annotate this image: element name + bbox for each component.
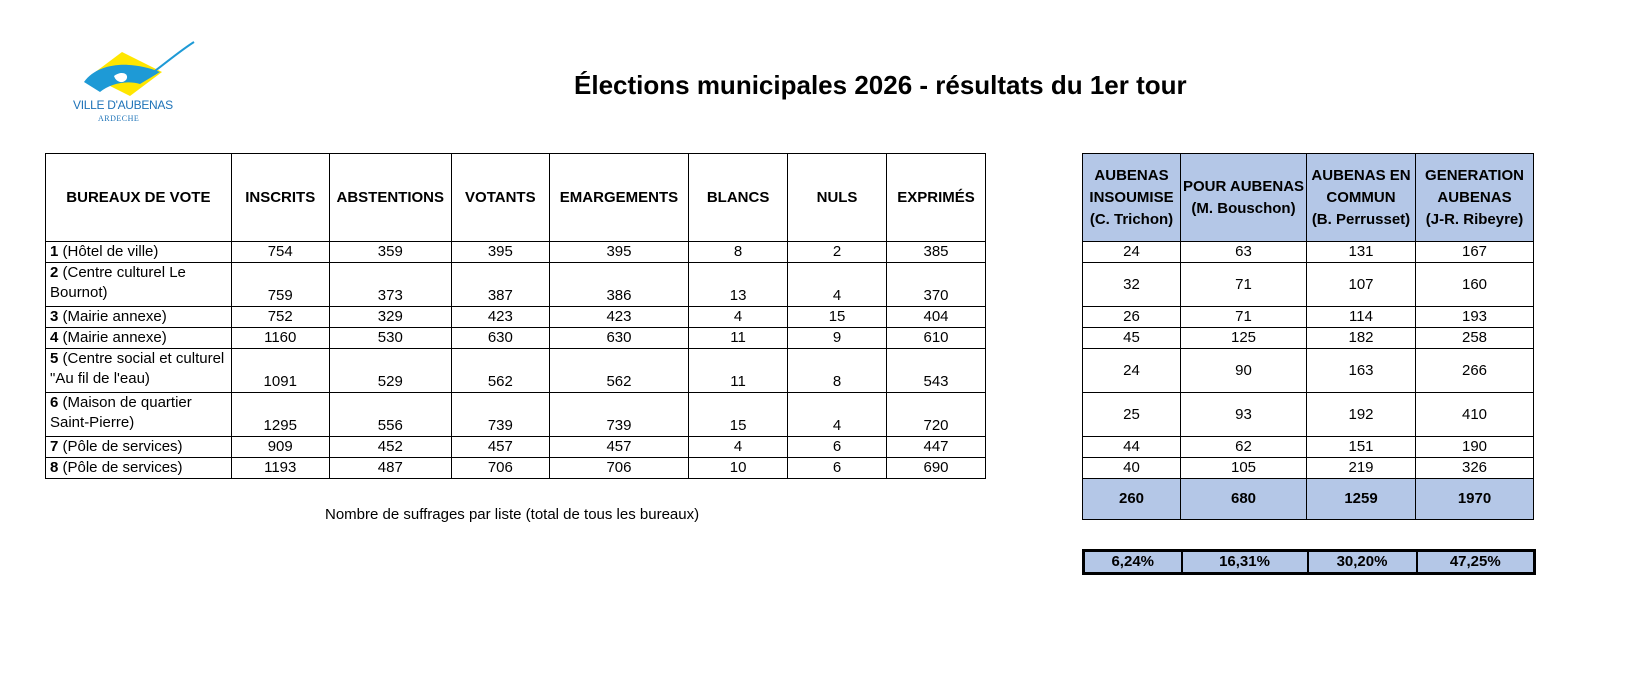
blancs-cell: 8 (689, 242, 788, 263)
percentages-table (1082, 549, 1536, 575)
total-cell: 260 (1083, 479, 1181, 520)
list-header-line: (J-R. Ribeyre) (1425, 210, 1524, 228)
bureau-cell (46, 307, 232, 328)
list-cell: 71 (1181, 307, 1307, 328)
list-row (1083, 263, 1534, 307)
exprimes-cell: 404 (887, 307, 986, 328)
list-cell: 190 (1416, 437, 1534, 458)
percentage-cell: 6,24% (1084, 551, 1182, 574)
totals-caption: Nombre de suffrages par liste (total de tous les bureaux) (325, 506, 700, 523)
votants-cell: 387 (451, 263, 549, 307)
column-header: NULS (788, 154, 887, 242)
table-row (46, 307, 986, 328)
column-header: EMARGEMENTS (549, 154, 688, 242)
blancs-cell: 10 (689, 458, 788, 479)
column-header: INSCRITS (231, 154, 329, 242)
list-cell: 62 (1181, 437, 1307, 458)
percentage-cell: 30,20% (1308, 551, 1417, 574)
inscrits-cell: 1193 (231, 458, 329, 479)
bureau-cell (46, 349, 232, 393)
list-row (1083, 393, 1534, 437)
table-header-row (46, 154, 986, 242)
list-header-line: (M. Bouschon) (1191, 199, 1296, 217)
emargements-cell: 739 (549, 393, 688, 437)
abstentions-cell: 329 (329, 307, 451, 328)
page-title: Élections municipales 2026 - résultats du 1er tour (574, 70, 1187, 100)
logo-department: ARDECHE (98, 114, 140, 123)
nuls-cell: 6 (788, 437, 887, 458)
exprimes-cell: 370 (887, 263, 986, 307)
column-header: VOTANTS (451, 154, 549, 242)
inscrits-cell: 752 (231, 307, 329, 328)
list-cell: 90 (1181, 349, 1307, 393)
list-header-line: INSOUMISE (1089, 188, 1174, 206)
ville-aubenas-logo (70, 38, 200, 128)
bureau-cell (46, 393, 232, 437)
list-cell: 151 (1307, 437, 1416, 458)
column-header: BLANCS (689, 154, 788, 242)
emargements-cell: 706 (549, 458, 688, 479)
list-header-line: COMMUN (1326, 188, 1396, 206)
exprimes-cell: 447 (887, 437, 986, 458)
list-cell: 44 (1083, 437, 1181, 458)
blancs-cell: 4 (689, 307, 788, 328)
list-cell: 71 (1181, 263, 1307, 307)
totals-row (1083, 479, 1534, 520)
emargements-cell: 423 (549, 307, 688, 328)
emargements-cell: 395 (549, 242, 688, 263)
list-cell: 410 (1416, 393, 1534, 437)
abstentions-cell: 452 (329, 437, 451, 458)
list-header-row (1083, 154, 1534, 242)
list-cell: 32 (1083, 263, 1181, 307)
list-cell: 163 (1307, 349, 1416, 393)
bureau-name: (Pôle de services) (58, 459, 183, 476)
list-header-generation-aubenas (1416, 154, 1534, 242)
list-cell: 125 (1181, 328, 1307, 349)
bureau-name: (Centre social et culturel "Au fil de l'eau) (50, 350, 225, 387)
list-header-aubenas-insoumise (1083, 154, 1181, 242)
inscrits-cell: 759 (231, 263, 329, 307)
blancs-cell: 4 (689, 437, 788, 458)
list-cell: 258 (1416, 328, 1534, 349)
emargements-cell: 386 (549, 263, 688, 307)
blancs-cell: 15 (689, 393, 788, 437)
bureau-number: 1 (50, 243, 59, 260)
list-results-table (1082, 153, 1534, 520)
list-cell: 182 (1307, 328, 1416, 349)
bureau-number: 7 (50, 438, 59, 455)
bureau-name: (Maison de quartier Saint-Pierre) (50, 394, 192, 431)
inscrits-cell: 1295 (231, 393, 329, 437)
exprimes-cell: 720 (887, 393, 986, 437)
list-cell: 63 (1181, 242, 1307, 263)
list-cell: 24 (1083, 242, 1181, 263)
total-cell: 1970 (1416, 479, 1534, 520)
percentage-cell: 16,31% (1182, 551, 1308, 574)
votants-cell: 562 (451, 349, 549, 393)
votants-cell: 630 (451, 328, 549, 349)
list-cell: 45 (1083, 328, 1181, 349)
list-row (1083, 328, 1534, 349)
list-row (1083, 307, 1534, 328)
table-row (46, 328, 986, 349)
list-cell: 167 (1416, 242, 1534, 263)
bureau-name: (Mairie annexe) (58, 329, 167, 346)
column-header: EXPRIMÉS (887, 154, 986, 242)
percentages-row (1084, 551, 1535, 574)
bureau-name: (Mairie annexe) (58, 308, 167, 325)
abstentions-cell: 487 (329, 458, 451, 479)
list-header-line: (C. Trichon) (1089, 210, 1174, 228)
bureau-cell (46, 458, 232, 479)
nuls-cell: 8 (788, 349, 887, 393)
polling-stations-table (45, 153, 986, 479)
blancs-cell: 13 (689, 263, 788, 307)
table-row (46, 437, 986, 458)
list-cell: 326 (1416, 458, 1534, 479)
list-cell: 93 (1181, 393, 1307, 437)
table-row (46, 242, 986, 263)
nuls-cell: 2 (788, 242, 887, 263)
list-header-pour-aubenas (1181, 154, 1307, 242)
votants-cell: 423 (451, 307, 549, 328)
total-cell: 680 (1181, 479, 1307, 520)
exprimes-cell: 543 (887, 349, 986, 393)
bureau-cell (46, 328, 232, 349)
nuls-cell: 15 (788, 307, 887, 328)
list-row (1083, 458, 1534, 479)
list-row (1083, 349, 1534, 393)
list-row (1083, 242, 1534, 263)
list-cell: 192 (1307, 393, 1416, 437)
abstentions-cell: 556 (329, 393, 451, 437)
abstentions-cell: 530 (329, 328, 451, 349)
inscrits-cell: 754 (231, 242, 329, 263)
list-cell: 114 (1307, 307, 1416, 328)
list-cell: 105 (1181, 458, 1307, 479)
logo-city-name: VILLE D'AUBENAS (73, 98, 173, 112)
column-header: BUREAUX DE VOTE (46, 154, 232, 242)
list-header-line: AUBENAS (1094, 166, 1169, 184)
bureau-number: 4 (50, 329, 59, 346)
nuls-cell: 4 (788, 393, 887, 437)
emargements-cell: 630 (549, 328, 688, 349)
list-cell: 24 (1083, 349, 1181, 393)
table-row (46, 263, 986, 307)
votants-cell: 457 (451, 437, 549, 458)
list-header-line: AUBENAS (1437, 188, 1512, 206)
bureau-number: 2 (50, 264, 59, 281)
list-cell: 219 (1307, 458, 1416, 479)
bureau-number: 6 (50, 394, 59, 411)
emargements-cell: 457 (549, 437, 688, 458)
exprimes-cell: 690 (887, 458, 986, 479)
emargements-cell: 562 (549, 349, 688, 393)
list-header-line: (B. Perrusset) (1311, 210, 1411, 228)
percentage-cell: 47,25% (1417, 551, 1535, 574)
abstentions-cell: 529 (329, 349, 451, 393)
list-cell: 160 (1416, 263, 1534, 307)
list-header-line: AUBENAS EN (1311, 166, 1411, 184)
list-cell: 107 (1307, 263, 1416, 307)
list-row (1083, 437, 1534, 458)
list-header-aubenas-en-commun (1307, 154, 1416, 242)
abstentions-cell: 359 (329, 242, 451, 263)
table-row (46, 349, 986, 393)
votants-cell: 395 (451, 242, 549, 263)
nuls-cell: 9 (788, 328, 887, 349)
bureau-number: 5 (50, 350, 59, 367)
votants-cell: 706 (451, 458, 549, 479)
abstentions-cell: 373 (329, 263, 451, 307)
column-header: ABSTENTIONS (329, 154, 451, 242)
exprimes-cell: 385 (887, 242, 986, 263)
list-header-line: POUR AUBENAS (1182, 177, 1305, 195)
bureau-cell (46, 437, 232, 458)
nuls-cell: 4 (788, 263, 887, 307)
list-header-line: GENERATION (1425, 166, 1524, 184)
bureau-name: (Centre culturel Le Bournot) (50, 264, 186, 301)
logo-emblem-icon (70, 38, 200, 100)
bureau-number: 3 (50, 308, 59, 325)
list-cell: 26 (1083, 307, 1181, 328)
exprimes-cell: 610 (887, 328, 986, 349)
list-cell: 131 (1307, 242, 1416, 263)
blancs-cell: 11 (689, 328, 788, 349)
blancs-cell: 11 (689, 349, 788, 393)
list-cell: 25 (1083, 393, 1181, 437)
list-cell: 193 (1416, 307, 1534, 328)
bureau-number: 8 (50, 459, 59, 476)
bureau-cell (46, 263, 232, 307)
nuls-cell: 6 (788, 458, 887, 479)
list-cell: 40 (1083, 458, 1181, 479)
inscrits-cell: 909 (231, 437, 329, 458)
list-cell: 266 (1416, 349, 1534, 393)
bureau-cell (46, 242, 232, 263)
inscrits-cell: 1091 (231, 349, 329, 393)
inscrits-cell: 1160 (231, 328, 329, 349)
table-row (46, 393, 986, 437)
total-cell: 1259 (1307, 479, 1416, 520)
bureau-name: (Pôle de services) (58, 438, 183, 455)
bureau-name: (Hôtel de ville) (58, 243, 159, 260)
table-row (46, 458, 986, 479)
votants-cell: 739 (451, 393, 549, 437)
